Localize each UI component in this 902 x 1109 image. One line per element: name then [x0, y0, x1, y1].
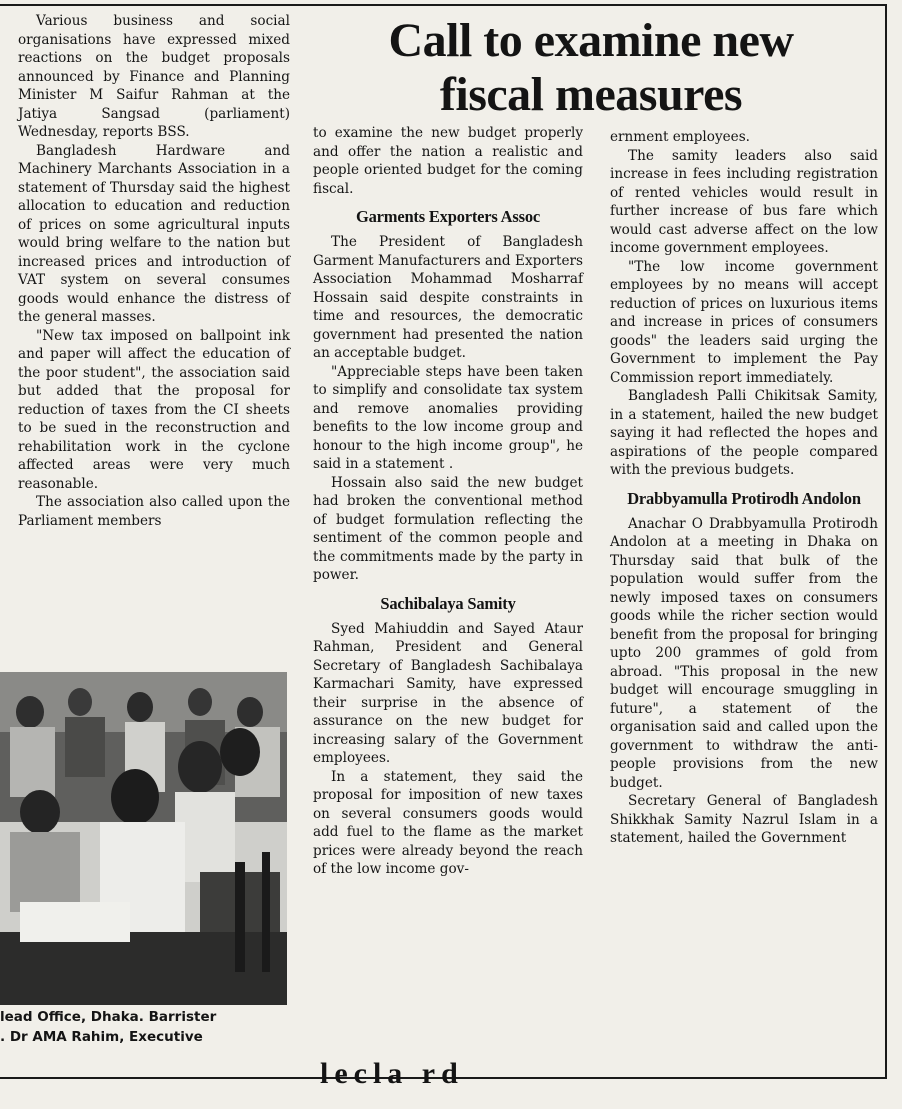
caption-line: . Dr AMA Rahim, Executive: [0, 1029, 203, 1045]
paragraph: Bangladesh Palli Chikitsak Samity, in a statement, hailed the new budget saying it had reflected the hopes and aspirations of the people compared with the previous budgets.: [610, 388, 878, 478]
paragraph: Bangladesh Hardware and Machinery Marchants Association in a statement of Thursday said the highest allocation to education and reduction of prices on some agricultural inputs would bring welfare to the nation but increased prices and introduction of VAT system on several consumes goods would enhance the distress of the general masses.: [18, 142, 290, 325]
article-column-3: [610, 128, 878, 848]
paragraph: The association also called upon the Parliament members: [18, 494, 290, 529]
subheading-garments-exporters: Garments Exporters Assoc: [355, 207, 540, 226]
paragraph: "Appreciable steps have been taken to simplify and consolidate tax system and remove anomalies providing benefits to the low income group and honour to the high income group", he said in a statement .: [313, 363, 583, 472]
top-rule: [0, 4, 885, 6]
headline: [300, 14, 882, 122]
article-column-1: [18, 12, 290, 530]
paragraph: Anachar O Drabbyamulla Protirodh Andolon at a meeting in Dhaka on Thursday said that bulk of the population would suffer from the newly imposed taxes on consumers goods while the richer section would benefit from the proposal for bringing upto 200 grammes of gold from abroad. "This proposal in the new budget will encourage smuggling in future", a statement of the organisation said and called upon the government to withdraw the anti-people provisions from the new budget.: [610, 515, 878, 791]
caption-line: lead Office, Dhaka. Barrister: [0, 1009, 217, 1025]
news-photo: [0, 672, 287, 1005]
photo-caption: [0, 1007, 292, 1047]
headline-line-1: Call to examine new: [388, 14, 794, 67]
headline-line-2: fiscal measures: [439, 68, 743, 121]
paragraph: to examine the new budget properly and offer the nation a realistic and people oriented budget for the coming fiscal.: [313, 125, 583, 197]
right-column-rule: [885, 4, 887, 1079]
paragraph: "The low income government employees by no means will accept reduction of prices on luxurious items and increase in prices of consumers goods" the leaders said urging the Government to implement the Pay Commission report immediately.: [610, 258, 878, 386]
meeting-photo-image: [0, 672, 287, 1005]
paragraph: Various business and social organisations have expressed mixed reactions on the budget proposals announced by Finance and Planning Minister M Saifur Rahman at the Jatiya Sangsad (parliament) Wednesday, reports BSS.: [18, 13, 290, 140]
subheading-drabbyamulla-protirodh-andolon: Drabbyamulla Protirodh Andolon: [627, 488, 861, 508]
next-article-headline-fragment: lecla rd: [320, 1057, 464, 1090]
paragraph: Secretary General of Bangladesh Shikkhak Samity Nazrul Islam in a statement, hailed the Government: [610, 793, 878, 846]
paragraph: Syed Mahiuddin and Sayed Ataur Rahman, President and General Secretary of Bangladesh Sachibalaya Karmachari Samity, have expressed their surprise in the absence of assurance on the new budget for increasing salary of the Government employees.: [313, 620, 583, 766]
paragraph: "New tax imposed on ballpoint ink and paper will affect the education of the poor student", the association said but added that the proposal for reduction of taxes from the CI sheets to be sued in the reconstruction and rehabilitation work in the cyclone affected areas were very much reasonable.: [18, 327, 290, 492]
paragraph: ernment employees.: [610, 129, 751, 145]
paragraph: The President of Bangladesh Garment Manufacturers and Exporters Association Mohammad Mosharraf Hossain said despite constraints in time and resources, the democratic government had presented the nation an acceptable budget.: [313, 234, 583, 361]
subheading-sachibalaya-samity: Sachibalaya Samity: [380, 593, 516, 613]
paragraph: The samity leaders also said increase in fees including registration of rented vehicles would result in further increase of bus fare which would cast adverse affect on the low income government employees.: [610, 147, 878, 256]
paragraph: Hossain also said the new budget had broken the conventional method of budget formulation reflecting the sentiment of the common people and the commitments made by the party in power.: [313, 474, 583, 583]
article-column-2: [313, 124, 583, 879]
paragraph: In a statement, they said the proposal for imposition of new taxes on several consumers goods would add fuel to the flame as the market prices were already beyond the reach of the low income gov-: [313, 768, 583, 877]
